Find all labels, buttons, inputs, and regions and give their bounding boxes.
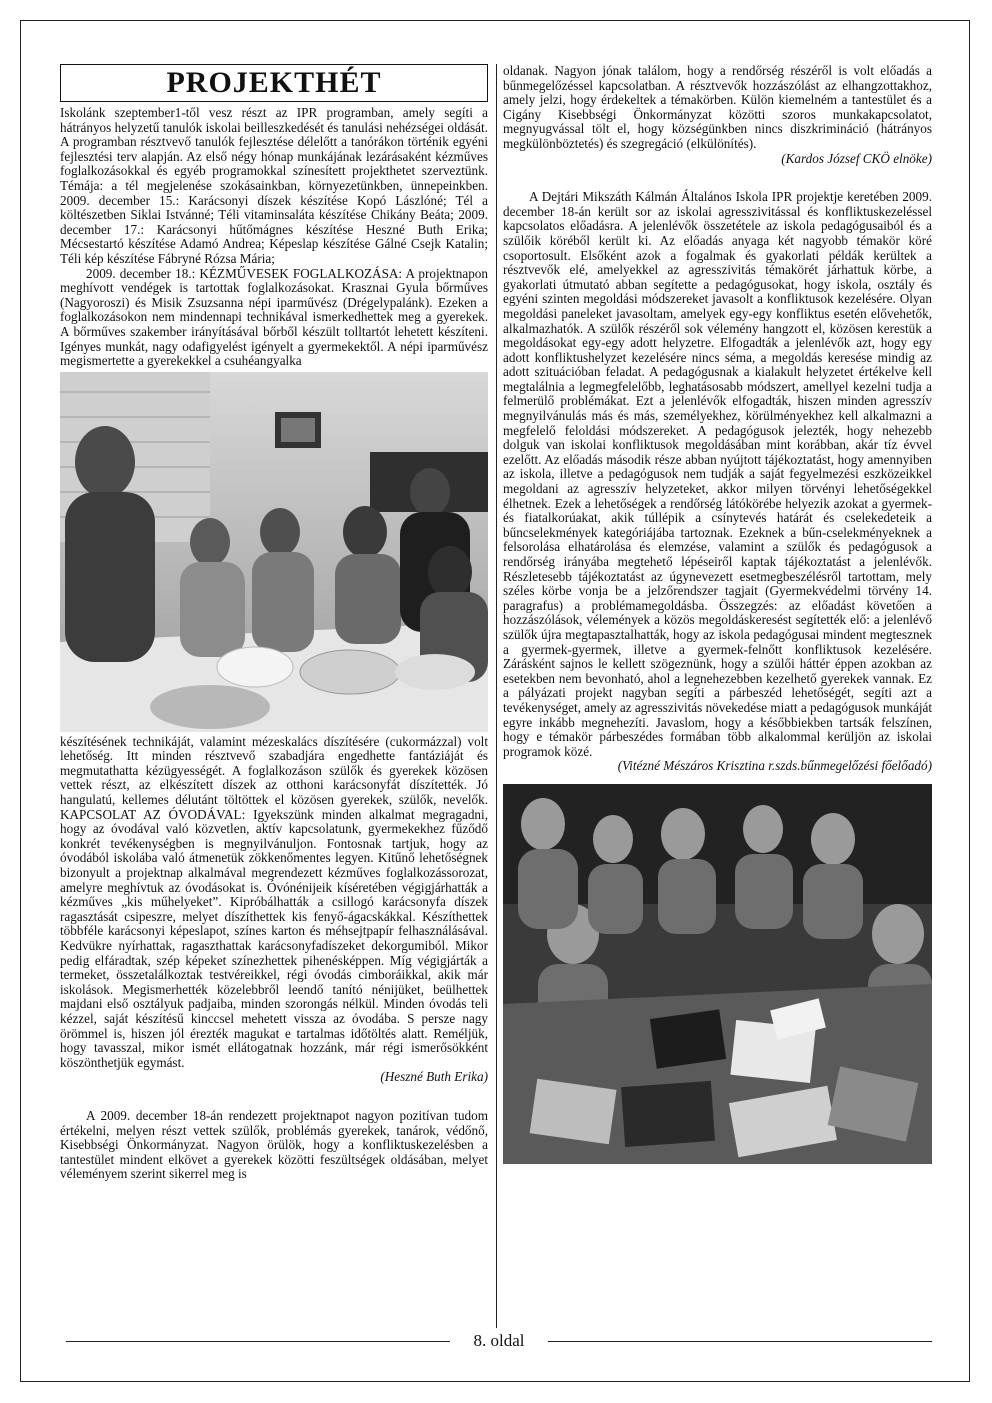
left-paragraph-2: 2009. december 18.: KÉZMŰVESEK FOGLALKOZÁSA: A projektnapon meghívott vendégek is tartottak foglalkozásokat. Krasznai Gyula bőrműves (Nagyoroszi) és Misik Zsuzsanna népi iparművész (Drégelypalánk). Ezeken a foglalkozásokon nem mindennapi technikával ismerkedhettek meg a gyerekek. A bőrműves szakember irányításával bőrből készült tolltartót lehetett készíteni. Igényes munkát, nagy odafigyelést igényelt a gyermekektől. A népi iparművész megismertette a gyerekekkel a csuhéangyalka	[60, 265, 488, 369]
page-title: PROJEKTHÉT	[166, 65, 382, 99]
photo-crafting-image	[503, 784, 932, 1164]
left-paragraph-3: készítésének technikáját, valamint mézeskalács díszítésére (cukormázzal) volt lehetőség. Itt minden résztvevő szabadjára engedhette fantáziáját és megmutathatta kézügyességét. A foglalkozáson szülők és gyerekek közösen vettek részt, az elkészített díszek az otthoni karácsonyfát díszítették. Jó hangulatú, kellemes délutánt töltöttek el közösen gyerekek, szülők, nevelők. KAPCSOLAT AZ ÓVODÁVAL: Igyekszünk minden alkalmat megragadni, hogy az óvodával való közvetlen, aktív kapcsolatunk, gyermekekhez fűződő konkrét tevékenységben is megnyilvánuljon. Fontosnak tartjuk, hogy az óvodából iskolába való átmenetük zökkenőmentes legyen. Kitűnő lehetőségnek bizonyult a projektnap alkalmával megrendezett kézműves foglalkozássorozat, amelyre meghívtuk az óvodásokat is. Óvónénijeik kíséretében végigjárhatták a kézműves „kis műhelyeket”. Kipróbálhatták a csillogó karácsonyfa díszek ragasztását csipeszre, melyet díszíthettek kis fenyő-ágacskákkal. Készíthettek többféle karácsonyi képeslapot, színes karton és méhsejtpapír felhasználásával. Kedvükre nyírhattak, ragaszthattak karácsonyfadíszeket dekorgumiból. Mikor pedig elfáradtak, szép képeket színezhettek pihenésképpen. Míg végigjárták a termeket, összetalálkoztak testvéreikkel, régi óvodás cimboráikkal, akik már iskolások. Megismerhették közelebbről leendő tanító nénijüket, beülhettek majdani első osztályuk padjaiba, minden szorongás nélkül. Minden óvodás teli kézzel, saját készítésű kinccsel mehetett vissza az óvodába. S persze nagy örömmel is, hiszen jól érezték magukat e tartalmas időtöltés alatt. Reméljük, hogy tavasszal, mikor ismét ellátogatnak hozzánk, már régi ismerősökként köszönthetjük egymást.	[60, 733, 488, 1070]
right-signature-2: (Vitézné Mészáros Krisztina r.szds.bűnmegelőzési főelőadó)	[617, 758, 932, 774]
left-paragraph-1: Iskolánk szeptember1-től vesz részt az IPR programban, amely segíti a hátrányos helyzetű tanulók iskolai beilleszkedését és tanulási nehézségei oldását. A programban résztvevő tanulók fejlesztése délelőtt a tanórákon történik egyéni fejlesztési terv alapján. Az első négy hónap munkájának lezárásaként kézműves foglalkozásokkal és egyéb programokkal színesített projekthetet szerveztünk. Témája: a tél megjelenése szokásainkban, környezetünkben, ünnepeinkben. 2009. december 15.: Karácsonyi díszek készítése Kopó Lászlóné; Tél a költészetben Siklai Istvánné; Téli vitaminsaláta készítése Chikány Beáta; 2009. december 17.: Karácsonyi hűtőmágnes készítése Heszné Buth Erika; Mécsestartó készítése Adamó Andrea; Képeslap készítése Gálné Csejk Katalin; Téli kép készítése Fábryné Rózsa Mária;	[60, 105, 488, 266]
left-signature-1: (Heszné Buth Erika)	[380, 1069, 488, 1085]
left-paragraph-4: A 2009. december 18-án rendezett projektnapot nagyon pozitívan tudom értékelni, melyen részt vettek szülők, problémás gyerekek, tanárok, védőnő, Kisebbségi Önkormányzat. Nagyon örülök, hogy a konfliktuskezelésben a tantestület mindent elkövet a gyerekek közötti feszültségek oldásában, melyet véleményem szerint sikerrel meg is	[60, 1107, 488, 1182]
page-footer	[66, 1330, 932, 1352]
column-divider	[496, 64, 497, 1328]
photo-children-crafting	[503, 784, 932, 1164]
right-column	[503, 64, 932, 1167]
right-paragraph-1: oldanak. Nagyon jónak találom, hogy a rendőrség részéről is volt előadás a bűnmegelőzéssel kapcsolatban. A résztvevők hozzászólást az elhangzottakhoz, amely jelzi, hogy érdekeltek a témakörben. Külön kiemelném a tantestület és a Cigány Kisebbségi Önkormányzat közötti szoros munkakapcsolatot, megnyugvással tölt el, hogy községünkben nincs diszkrimináció (hátrányos megkülönböztetés) és szegregáció (elkülönítés).	[503, 63, 932, 151]
page-number: 8. oldal	[450, 1330, 548, 1352]
right-paragraph-2: A Dejtári Mikszáth Kálmán Általános Iskola IPR projektje keretében 2009. december 18-án került sor az iskolai agresszivitással és konfliktuskezeléssel kapcsolatos előadásra. A jelenlévők összetétele az iskola pedagógusaiból és a szülőik köréből került ki. Az előadás anyaga két nagyobb témakör köré csoportosult. Elsőként azok a fogalmak és gyakorlati példák kerültek a résztvevők elé, amelyekkel az agresszivitás témakörét járhattuk körbe, a gyakorlati útmutató abban segítette a pedagógusokat, hogy iskola, osztály és egyéni szinten megoldási módszereket javasolt a konfliktusok kezelésére. Olyan megoldási paneleket javasoltam, amelyek egy-egy konfliktus esetén elővehetők, alkalmazhatók. A szülők részéről sok vélemény hangzott el, közösen kerestük a megoldásokat egy-egy adott helyzetre. Elfogadták a jelenlévők azt, hogy egy adott konfliktushelyzet kezelésére nincs séma, a megoldás keresése mindig az adott szituációban feladat. A pedagógusnak a kialakult helyzetet értékelve kell megtalálnia a legmegfelelőbb, leghatásosabb módszert, amellyel kezelni tudja a felmerülő problémákat. Ezt a jelenlévők elfogadták, hiszen minden agresszív megnyilvánulás más és más, személyekhez, körülményekhez kell alkalmazni a megfelelő feloldási módszereket. A pedagógusok jelezték, hogy nehezebb dolguk van iskolai konfliktusok megoldásában mint korábban, akár tíz évvel ezelőtt. Az előadás második része abban nyújtott tájékoztatást, hogy amennyiben az iskola, illetve a pedagógusok nem tudják a saját fegyelmezési eszközeikkel megoldani az agresszív helyzeteket, akkor milyen törvényi lehetőségekkel élhetnek. Ezek a lehetőségek a rendőrség látókörébe helyezik azokat a gyermek- és fiatalkorúakat, akik túllépik a csínytevés határát és cselekedeteik a bűncselekmények kategóriájába tartoznak. Ezeknek a bűn-cselekményeknek a felsorolása elhatárolása és elemzése, valamint a szülők és pedagógusok a rendőrség irányába megtehető lépéseiről kaptak tájékoztatást a jelenlévők. Részletesebb tájékoztatást az úgynevezett esetmegbeszélésről tartottam, mely széles körbe vonja be a jelzőrendszer tagjait (Gyermekvédelmi törvény 14. paragrafus) a problémamegoldásba. Összegzés: az előadást követően a hozzászólások, vélemények a közös megoldáskeresést segítették elő: a jelenlévő szülők újra megtapasztalhatták, hogy az iskola pedagógusai mindent megtesznek a gyermek-gyermek, illetve a gyermek-felnőtt konfliktusok kezelésére. Zárásként sajnos le kellett szögeznünk, hogy a szülői háttér éppen azokban az esetekben nem bevonható, ahol a legnehezebben kezelhető gyerekek vannak. Ez a pályázati projekt nagyban segíti a párbeszéd lehetőségét, segíti azt a tevékenységet, amely az agresszivitás növekedése miatt a pedagógusok munkáját egyre inkább megnehezíti. Javaslom, hogy a későbbiekben tartsák felszínen, hogy e témakör párbeszédes formában több alkalommal kerüljön az iskolai programok közé.	[503, 189, 932, 759]
title-box	[60, 64, 488, 102]
right-signature-1: (Kardos József CKÖ elnöke)	[781, 150, 932, 166]
left-column	[60, 64, 488, 1182]
photo-children-making-salad	[60, 372, 488, 732]
photo-salad-image	[60, 372, 488, 732]
